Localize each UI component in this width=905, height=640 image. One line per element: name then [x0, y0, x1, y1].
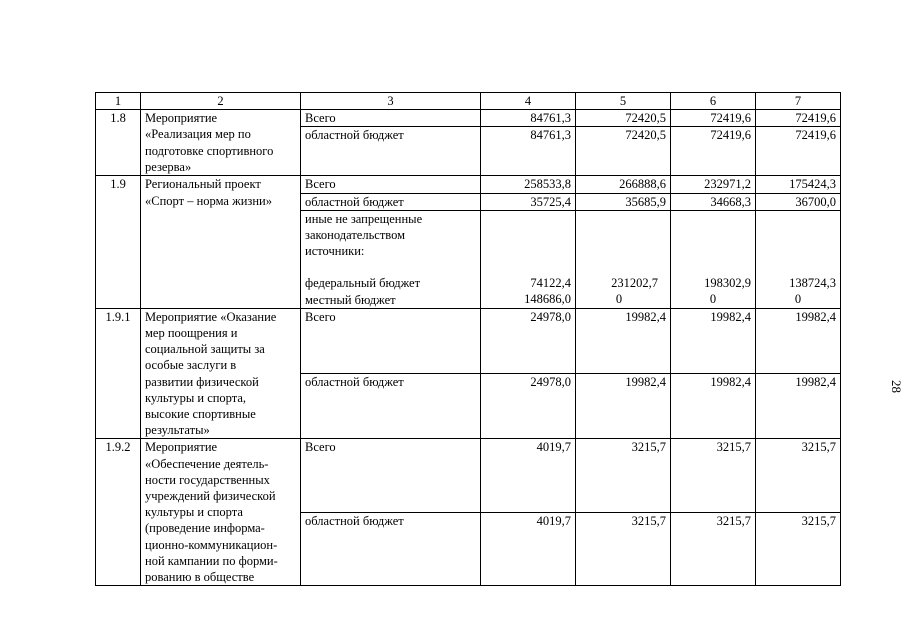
desc-line: особые заслуги в	[145, 358, 237, 373]
source-label: Всего	[301, 308, 481, 373]
desc-line: ности государственных	[145, 472, 270, 487]
value-cell: 258533,8	[481, 176, 576, 193]
value-cell: 84761,3	[481, 127, 576, 176]
local-value: 0	[709, 292, 717, 307]
table-row	[96, 110, 841, 127]
value-cell: 72419,6	[756, 127, 841, 176]
desc-line: культуры и спорта,	[145, 390, 247, 405]
desc-line: учреждений физической	[145, 489, 276, 504]
row-description	[141, 439, 301, 586]
federal-value: 74122,4	[530, 275, 571, 290]
value-cell: 35725,4	[481, 193, 576, 210]
other-sources-label: источники:	[305, 244, 365, 259]
value-cell: 3215,7	[756, 512, 841, 585]
row-description	[141, 110, 301, 176]
value-cell: 3215,7	[671, 439, 756, 512]
desc-line: рованию в обществе	[145, 570, 255, 585]
other-sources-label: законодательством	[305, 228, 406, 243]
desc-line: результаты»	[145, 423, 210, 438]
value-cell: 3215,7	[756, 439, 841, 512]
row-description	[141, 176, 301, 308]
value-cell: 72419,6	[671, 110, 756, 127]
row-code: 1.9.1	[96, 308, 141, 439]
value-cell: 19982,4	[576, 374, 671, 439]
header-col-4: 4	[481, 93, 576, 110]
source-label: областной бюджет	[301, 374, 481, 439]
value-cell: 19982,4	[671, 374, 756, 439]
desc-line: развитии физической	[145, 374, 259, 389]
desc-line: Мероприятие	[145, 111, 218, 126]
value-cell: 232971,2	[671, 176, 756, 193]
federal-budget-label: федеральный бюджет	[305, 276, 421, 291]
value-cell: 4019,7	[481, 512, 576, 585]
federal-value: 231202,7	[611, 275, 658, 290]
value-cell	[671, 210, 756, 308]
budget-table	[95, 92, 841, 586]
row-description	[141, 308, 301, 439]
desc-line: «Реализация мер по	[145, 127, 251, 142]
table-row	[96, 308, 841, 373]
row-code: 1.9.2	[96, 439, 141, 586]
source-label: областной бюджет	[301, 512, 481, 585]
header-col-1: 1	[96, 93, 141, 110]
desc-line: социальной защиты за	[145, 342, 265, 357]
value-cell: 72420,5	[576, 110, 671, 127]
desc-line: резерва»	[145, 159, 192, 174]
value-cell: 84761,3	[481, 110, 576, 127]
desc-line: подготовке спортивного	[145, 143, 274, 158]
value-cell: 36700,0	[756, 193, 841, 210]
desc-line: «Спорт – норма жизни»	[145, 193, 272, 208]
federal-value: 198302,9	[704, 275, 751, 290]
header-col-2: 2	[141, 93, 301, 110]
value-cell: 3215,7	[576, 439, 671, 512]
value-cell: 19982,4	[756, 308, 841, 373]
value-cell: 72419,6	[756, 110, 841, 127]
desc-line: ной кампании по форми-	[145, 553, 278, 568]
desc-line: Мероприятие	[145, 440, 218, 455]
header-col-5: 5	[576, 93, 671, 110]
value-cell: 4019,7	[481, 439, 576, 512]
desc-line: «Обеспечение деятель-	[145, 456, 269, 471]
source-label: областной бюджет	[301, 127, 481, 176]
desc-line: мер поощрения и	[145, 326, 238, 341]
value-cell: 24978,0	[481, 308, 576, 373]
desc-line: (проведение информа-	[145, 521, 265, 536]
value-cell: 19982,4	[576, 308, 671, 373]
source-label: Всего	[301, 439, 481, 512]
value-cell: 19982,4	[671, 308, 756, 373]
desc-line: ционно-коммуникацион-	[145, 537, 278, 552]
local-budget-label: местный бюджет	[305, 292, 396, 307]
value-cell: 3215,7	[576, 512, 671, 585]
value-cell: 266888,6	[576, 176, 671, 193]
source-label: областной бюджет	[301, 193, 481, 210]
source-label: Всего	[301, 110, 481, 127]
local-value: 148686,0	[524, 292, 571, 307]
header-col-3: 3	[301, 93, 481, 110]
header-col-6: 6	[671, 93, 756, 110]
local-value: 0	[794, 292, 802, 307]
federal-value: 138724,3	[789, 275, 836, 290]
row-code: 1.8	[96, 110, 141, 176]
other-sources-cell	[301, 210, 481, 308]
other-sources-label: иные не запрещенные	[305, 211, 423, 226]
value-cell: 72419,6	[671, 127, 756, 176]
desc-line: высокие спортивные	[145, 407, 256, 422]
table-row	[96, 176, 841, 193]
value-cell: 34668,3	[671, 193, 756, 210]
desc-line: культуры и спорта	[145, 505, 243, 520]
value-cell: 19982,4	[756, 374, 841, 439]
table-row	[96, 439, 841, 512]
local-value: 0	[615, 292, 623, 307]
value-cell: 24978,0	[481, 374, 576, 439]
page-number: 28	[889, 380, 904, 393]
desc-line: Мероприятие «Оказание	[145, 309, 277, 324]
value-cell	[756, 210, 841, 308]
header-col-7: 7	[756, 93, 841, 110]
value-cell: 175424,3	[756, 176, 841, 193]
source-label: Всего	[301, 176, 481, 193]
value-cell	[576, 210, 671, 308]
value-cell: 35685,9	[576, 193, 671, 210]
value-cell	[481, 210, 576, 308]
row-code: 1.9	[96, 176, 141, 308]
value-cell: 3215,7	[671, 512, 756, 585]
desc-line: Региональный проект	[145, 177, 261, 192]
value-cell: 72420,5	[576, 127, 671, 176]
table-header-row	[96, 93, 841, 110]
